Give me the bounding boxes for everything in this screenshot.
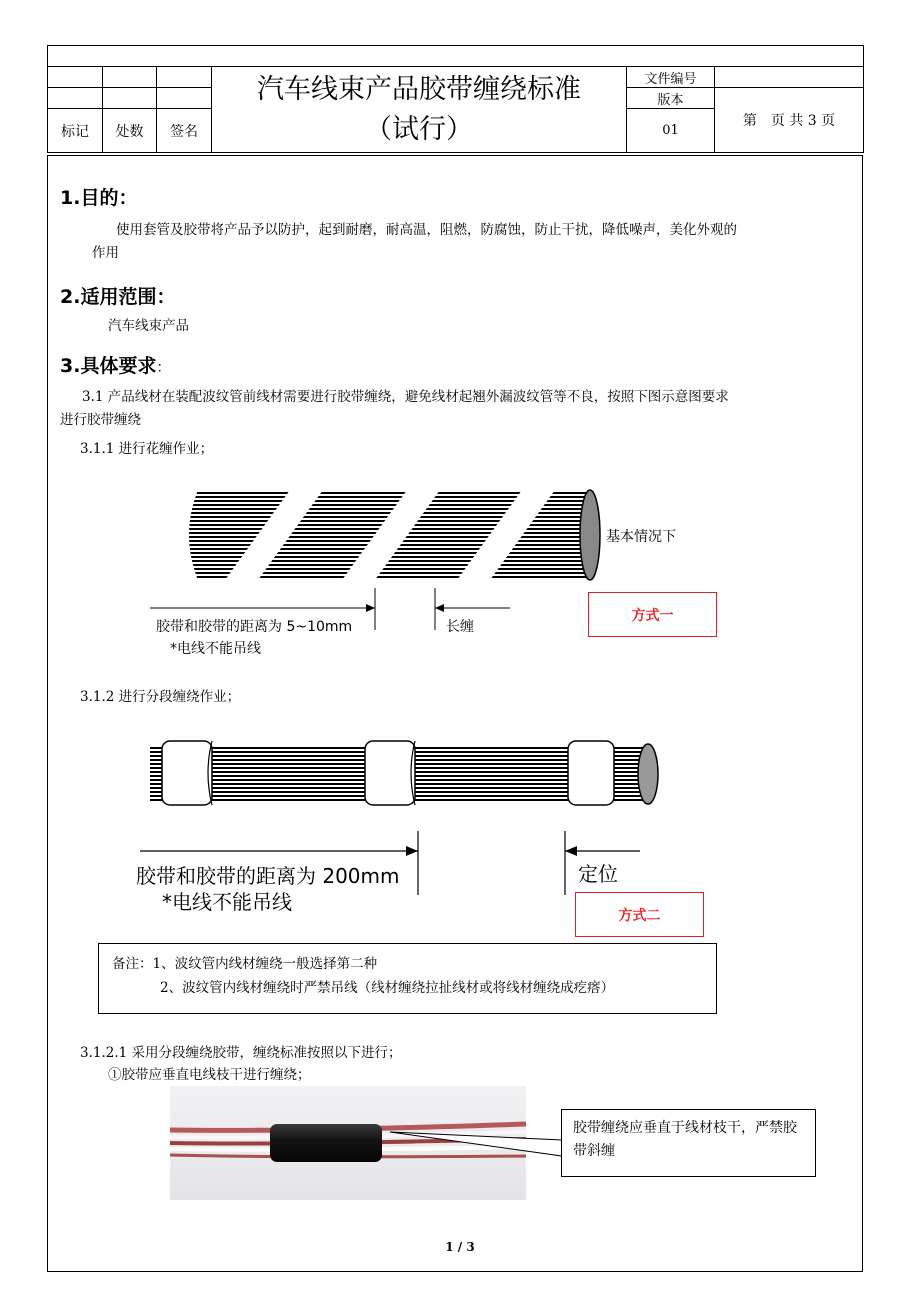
note-line1: 备注：1、波纹管内线材缠绕一般选择第二种 [112, 956, 378, 972]
col-count: 处数 [103, 109, 157, 153]
col-sign: 签名 [157, 109, 212, 153]
section312-text: 3.1.2 进行分段缠绕作业； [80, 689, 241, 705]
section2-title: 2.适用范围： [60, 286, 176, 308]
callout-text: 胶带缠绕应垂直于线材枝干，严禁胶带斜缠 [573, 1120, 797, 1159]
method-one-badge: 方式一 [588, 592, 717, 637]
doc-no-label: 文件编号 [627, 67, 715, 88]
col-mark: 标记 [48, 109, 103, 153]
doc-no-value [715, 67, 864, 88]
wire-end-cross-section-2 [638, 744, 658, 804]
figure2-label-position: 定位 [578, 862, 618, 886]
header-top-row [48, 46, 864, 67]
figure2-label-no-hang: *电线不能吊线 [162, 890, 292, 914]
tape-segment-3 [568, 741, 614, 805]
section3121-item1: ①胶带应垂直电线枝干进行缠绕； [108, 1067, 311, 1083]
document-title: 汽车线束产品胶带缠绕标准 （试行） [212, 67, 627, 153]
header-table [47, 45, 864, 153]
section31-text: 3.1 产品线材在装配波纹管前线材需要进行胶带缠绕，避免线材起翘外漏波纹管等不良，按照下图示意图要求 进行胶带缠绕 [60, 389, 729, 428]
section2-text: 汽车线束产品 [108, 318, 189, 334]
version-value: 01 [627, 109, 715, 153]
wire-bundle-spiral [180, 490, 600, 580]
page-info: 第 页 共 3 页 [715, 88, 864, 153]
page-number: 1 / 3 [445, 1240, 475, 1254]
figure1-label-basic: 基本情况下 [606, 529, 676, 545]
version-label: 版本 [627, 88, 715, 109]
section3-title: 3.具体要求： [60, 355, 171, 377]
note-line2: 2、波纹管内线材缠绕时严禁吊线（线材缠绕拉扯线材或将线材缠绕成疙瘩） [160, 980, 615, 996]
callout-pointer [390, 1120, 570, 1170]
section311-text: 3.1.1 进行花缠作业； [80, 441, 214, 457]
section3121-text: 3.1.2.1 采用分段缠绕胶带，缠绕标准按照以下进行； [80, 1045, 402, 1061]
wire-end-cross-section [580, 490, 600, 580]
figure2-label-distance: 胶带和胶带的距离为 200mm [136, 864, 400, 888]
tape-segment-1 [162, 741, 212, 805]
black-tape-segment [270, 1124, 382, 1162]
figure1-label-distance: 胶带和胶带的距离为 5~10mm [156, 619, 353, 635]
figure1-label-long: 长缠 [446, 619, 474, 635]
figure1-label-no-hang: *电线不能吊线 [170, 641, 261, 657]
method-two-badge: 方式二 [575, 892, 704, 937]
tape-segment-2 [365, 741, 415, 805]
section1-text: 使用套管及胶带将产品予以防护，起到耐磨，耐高温，阻燃，防腐蚀，防止干扰，降低噪声，美化外观的 作用 [92, 222, 737, 261]
section1-title: 1.目的： [60, 187, 138, 209]
